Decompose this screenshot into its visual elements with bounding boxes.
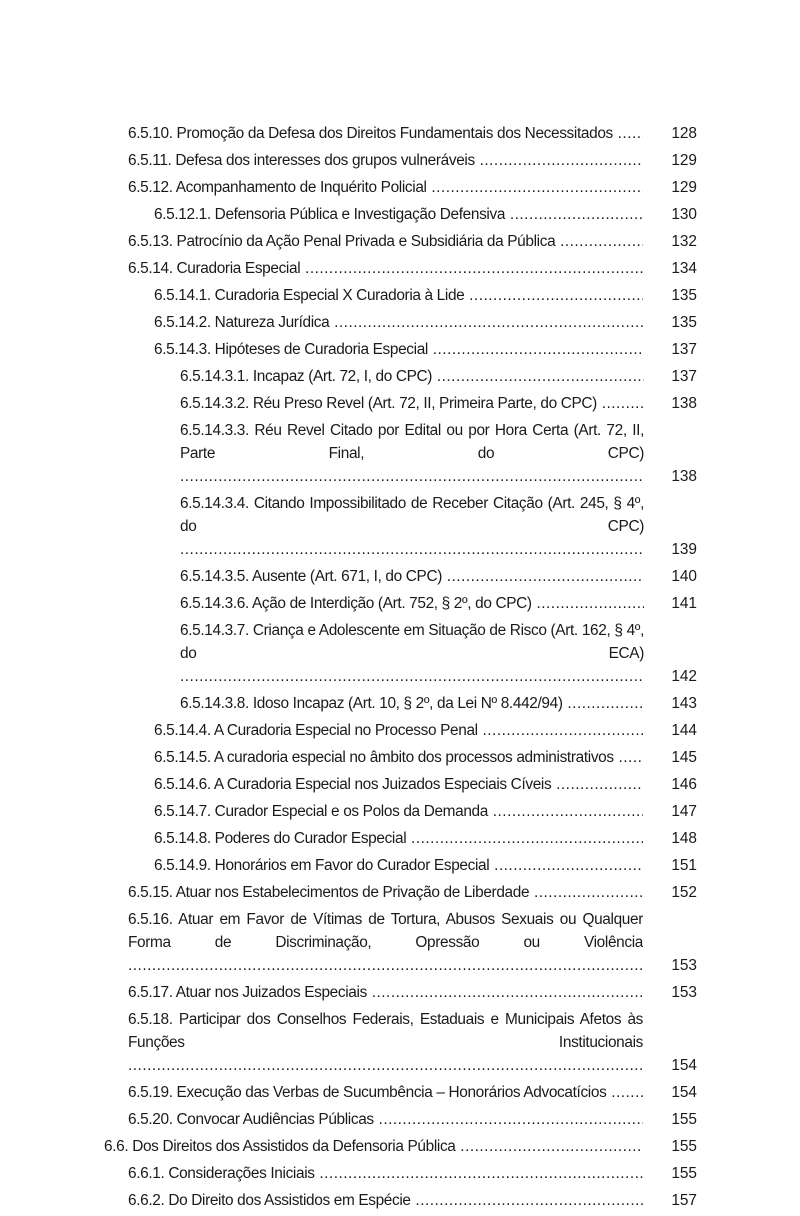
toc-entry-page-number: 138 [671,395,697,412]
toc-entry-title: 6.5.14.3.5. Ausente (Art. 671, I, do CPC) ..... [180,565,644,588]
toc-entry-title: 6.5.19. Execução das Verbas de Sucumbência – Honorários Advocatícios ..... [128,1081,643,1104]
toc-entry-title: 6.6.2. Do Direito dos Assistidos em Espécie ..... [128,1189,643,1212]
toc-entry-page-number: 134 [671,260,697,277]
toc-entry[interactable] [0,419,800,488]
toc-entry-title: 6.5.12.1. Defensoria Pública e Investigação Defensiva ..... [154,203,643,226]
toc-entry[interactable] [0,746,800,769]
toc-entry-page-number: 135 [671,287,697,304]
toc-entry-title: 6.6.1. Considerações Iniciais ..... [128,1162,643,1185]
toc-entry-title: 6.5.14.3.8. Idoso Incapaz (Art. 10, § 2º, da Lei Nº 8.442/94) ..... [180,692,644,715]
toc-entry-page-number: 135 [671,314,697,331]
toc-entry-title: 6.5.15. Atuar nos Estabelecimentos de Privação de Liberdade ..... [128,881,643,904]
toc-entry[interactable] [0,1162,800,1185]
toc-entry-title: 6.5.14.3.3. Réu Revel Citado por Edital ou por Hora Certa (Art. 72, II, Parte Final, do CPC) ..... [180,419,644,488]
toc-entry-title: 6.5.14.6. A Curadoria Especial nos Juizados Especiais Cíveis ..... [154,773,643,796]
toc-entry[interactable] [0,176,800,199]
toc-entry[interactable] [0,311,800,334]
toc-entry[interactable] [0,1108,800,1131]
toc-entry-page-number: 145 [671,749,697,766]
toc-entry-page-number: 137 [671,368,697,385]
toc-entry-page-number: 138 [671,468,697,485]
toc-entry[interactable] [0,565,800,588]
toc-entry[interactable] [0,881,800,904]
toc-entry[interactable] [0,338,800,361]
toc-entry-page-number: 129 [671,179,697,196]
toc-entry-page-number: 154 [671,1057,697,1074]
toc-entry[interactable] [0,1081,800,1104]
toc-entry-title: 6.5.14.9. Honorários em Favor do Curador Especial ..... [154,854,643,877]
toc-entry-title: 6.5.16. Atuar em Favor de Vítimas de Tortura, Abusos Sexuais ou Qualquer Forma de Discriminação, Opressão ou Violência ..... [128,908,643,977]
toc-entry[interactable] [0,365,800,388]
toc-entry[interactable] [0,800,800,823]
toc-entry-page-number: 130 [671,206,697,223]
toc-entry-page-number: 137 [671,341,697,358]
toc-entry[interactable] [0,619,800,688]
toc-entry-page-number: 157 [671,1192,697,1209]
toc-entry-page-number: 152 [671,884,697,901]
toc-entry-page-number: 155 [671,1165,697,1182]
toc-entry-title: 6.5.13. Patrocínio da Ação Penal Privada e Subsidiária da Pública ..... [128,230,643,253]
toc-entry-title: 6.5.14.4. A Curadoria Especial no Processo Penal ..... [154,719,643,742]
toc-entry-title: 6.5.14.2. Natureza Jurídica ..... [154,311,643,334]
toc-entry-page-number: 143 [671,695,697,712]
toc-entry-title: 6.5.14.3.4. Citando Impossibilitado de Receber Citação (Art. 245, § 4º, do CPC) ..... [180,492,644,561]
toc-entry[interactable] [0,492,800,561]
toc-entry[interactable] [0,392,800,415]
toc-entry-page-number: 144 [671,722,697,739]
toc-entry[interactable] [0,827,800,850]
toc-entry-page-number: 128 [671,125,697,142]
toc-entry-page-number: 155 [671,1138,697,1155]
toc-entry-title: 6.5.14. Curadoria Especial ..... [128,257,643,280]
toc-entry[interactable] [0,719,800,742]
toc-entry-page-number: 155 [671,1111,697,1128]
toc-entry-title: 6.5.18. Participar dos Conselhos Federais, Estaduais e Municipais Afetos às Funções Institucionais ..... [128,1008,643,1077]
toc-entry-page-number: 139 [671,541,697,558]
toc-entry[interactable] [0,981,800,1004]
toc-entry-title: 6.5.14.7. Curador Especial e os Polos da Demanda ..... [154,800,643,823]
toc-entry-title: 6.5.14.3.1. Incapaz (Art. 72, I, do CPC) ..... [180,365,644,388]
toc-entry-page-number: 129 [671,152,697,169]
toc-entry-page-number: 141 [671,595,697,612]
table-of-contents [0,122,800,1216]
toc-entry[interactable] [0,230,800,253]
toc-entry[interactable] [0,149,800,172]
toc-entry-title: 6.5.11. Defesa dos interesses dos grupos vulneráveis ..... [128,149,643,172]
toc-entry-page-number: 147 [671,803,697,820]
toc-entry[interactable] [0,854,800,877]
toc-entry-title: 6.5.14.1. Curadoria Especial X Curadoria à Lide ..... [154,284,643,307]
toc-entry-title: 6.5.14.3. Hipóteses de Curadoria Especial ..... [154,338,643,361]
toc-entry-page-number: 146 [671,776,697,793]
toc-entry-title: 6.5.20. Convocar Audiências Públicas ..... [128,1108,643,1131]
toc-entry-title: 6.5.14.3.7. Criança e Adolescente em Situação de Risco (Art. 162, § 4º, do ECA) ..... [180,619,644,688]
toc-entry-page-number: 142 [671,668,697,685]
toc-entry[interactable] [0,773,800,796]
toc-entry[interactable] [0,122,800,145]
toc-entry-title: 6.6. Dos Direitos dos Assistidos da Defensoria Pública ..... [104,1135,643,1158]
toc-entry-page-number: 153 [671,957,697,974]
toc-entry-page-number: 154 [671,1084,697,1101]
toc-entry[interactable] [0,908,800,977]
toc-entry-page-number: 148 [671,830,697,847]
toc-entry[interactable] [0,257,800,280]
toc-entry[interactable] [0,284,800,307]
toc-entry[interactable] [0,1008,800,1077]
toc-entry-title: 6.5.14.5. A curadoria especial no âmbito dos processos administrativos ..... [154,746,643,769]
toc-entry-title: 6.5.14.3.2. Réu Preso Revel (Art. 72, II, Primeira Parte, do CPC) ..... [180,392,644,415]
toc-entry[interactable] [0,1189,800,1212]
toc-entry-title: 6.5.17. Atuar nos Juizados Especiais ..... [128,981,643,1004]
toc-entry-title: 6.5.12. Acompanhamento de Inquérito Policial ..... [128,176,643,199]
toc-entry-page-number: 140 [671,568,697,585]
toc-entry-page-number: 153 [671,984,697,1001]
toc-entry-title: 6.5.14.3.6. Ação de Interdição (Art. 752, § 2º, do CPC) ..... [180,592,644,615]
toc-entry-title: 6.5.14.8. Poderes do Curador Especial ..... [154,827,643,850]
toc-entry[interactable] [0,1135,800,1158]
toc-entry-page-number: 151 [671,857,697,874]
toc-entry-title: 6.5.10. Promoção da Defesa dos Direitos Fundamentais dos Necessitados ..... [128,122,643,145]
toc-entry-page-number: 132 [671,233,697,250]
toc-entry[interactable] [0,203,800,226]
toc-entry[interactable] [0,592,800,615]
toc-entry[interactable] [0,692,800,715]
